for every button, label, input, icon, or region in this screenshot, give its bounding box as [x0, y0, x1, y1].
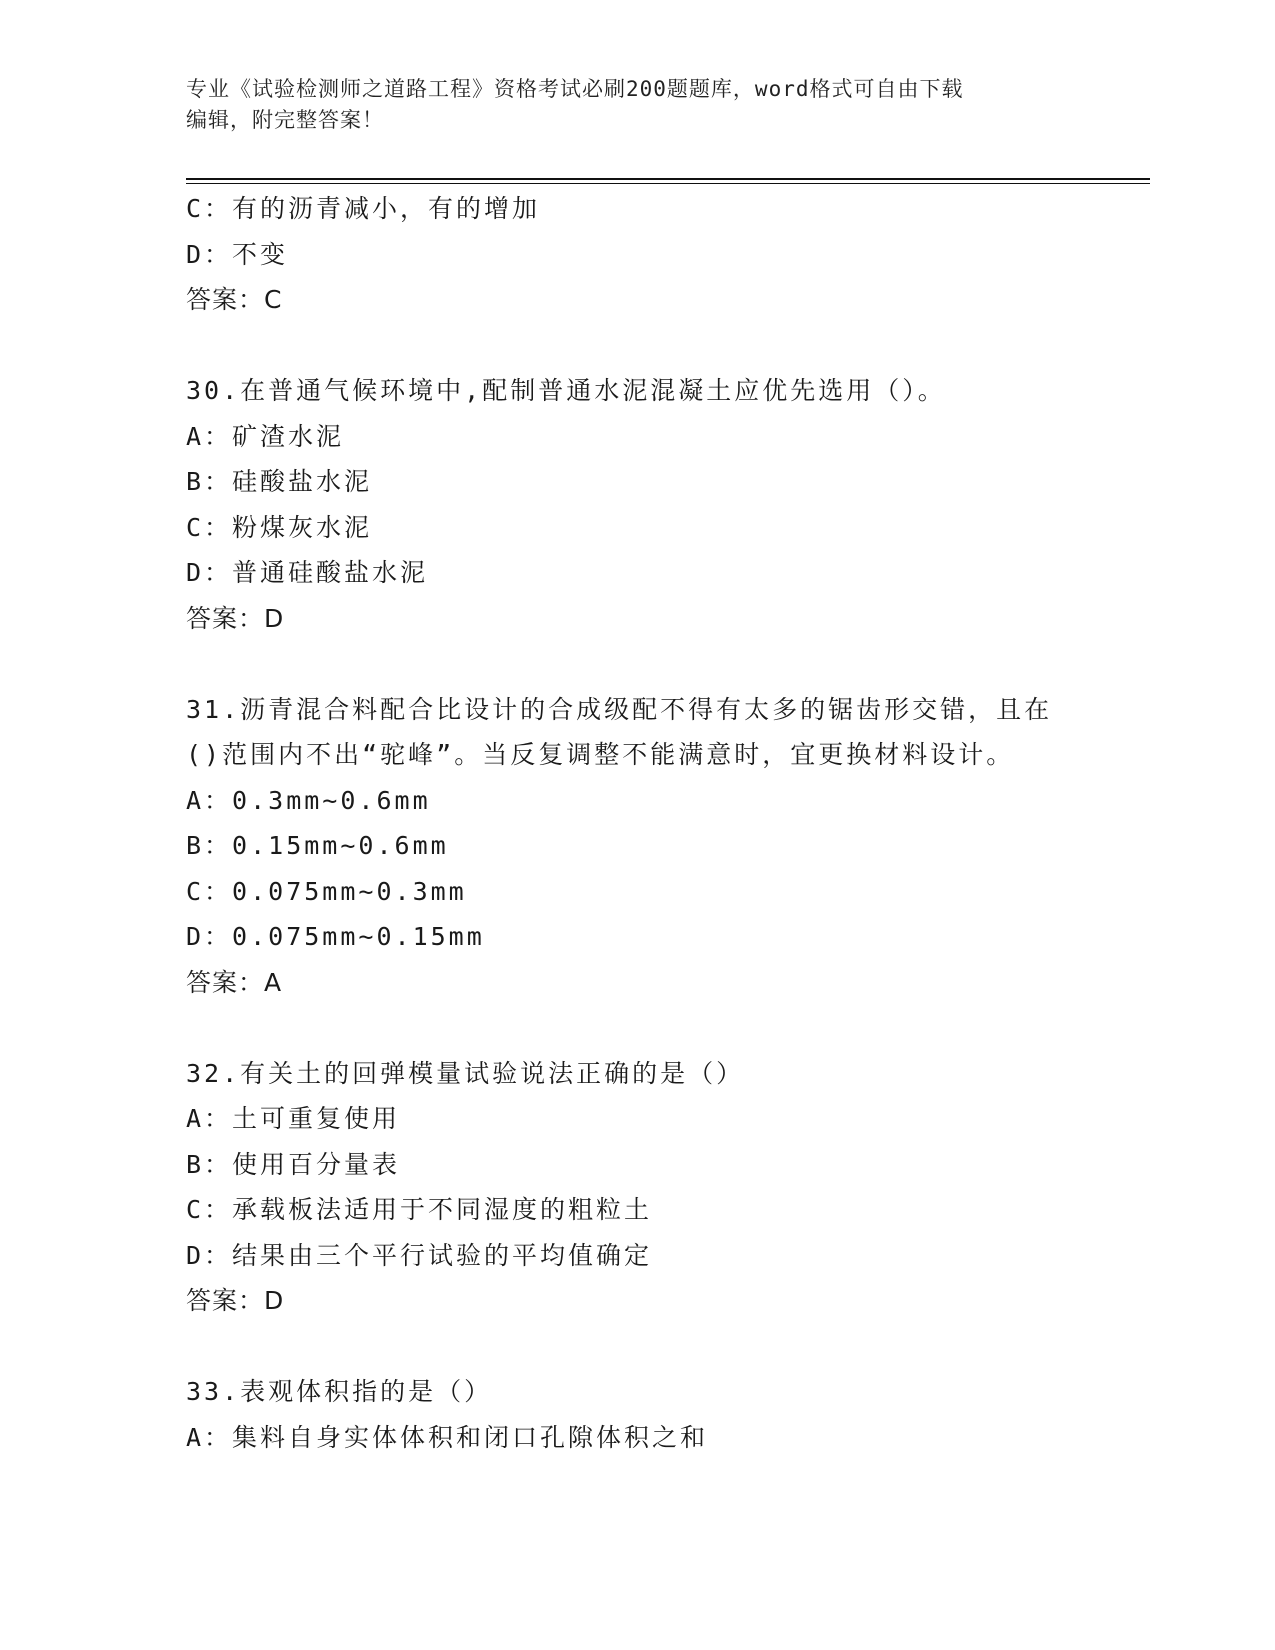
- option-b: B：0.15mm~0.6mm: [186, 831, 449, 860]
- option-c: C：0.075mm~0.3mm: [186, 876, 467, 906]
- header-line-2: 编辑，附完整答案！: [186, 108, 384, 132]
- header-rule-thin: [186, 183, 1150, 184]
- document-header: [186, 74, 1076, 136]
- answer-line: 答案：C: [186, 285, 283, 314]
- answer-line: 答案：D: [186, 603, 285, 633]
- option-d: D：0.075mm~0.15mm: [186, 922, 485, 951]
- option-c: C：有的沥青减小，有的增加: [186, 194, 541, 223]
- question-text: 30.在普通气候环境中,配制普通水泥混凝土应优先选用（）。: [186, 376, 946, 405]
- document-body: [186, 186, 1086, 1460]
- option-a: A：土可重复使用: [186, 1104, 401, 1133]
- option-c: C：粉煤灰水泥: [186, 512, 373, 542]
- question-block-32: [186, 1051, 1086, 1324]
- option-b: B：使用百分量表: [186, 1149, 401, 1179]
- option-d: D：结果由三个平行试验的平均值确定: [186, 1240, 653, 1270]
- question-text: 31.沥青混合料配合比设计的合成级配不得有太多的锯齿形交错，且在: [186, 694, 1053, 724]
- option-d: D：不变: [186, 239, 289, 269]
- question-block-31: [186, 687, 1086, 1006]
- question-block-30: [186, 368, 1086, 641]
- option-c: C：承载板法适用于不同湿度的粗粒土: [186, 1195, 653, 1224]
- option-a: A：0.3mm~0.6mm: [186, 785, 431, 815]
- question-text: 32.有关土的回弹模量试验说法正确的是（）: [186, 1058, 745, 1088]
- question-text: 33.表观体积指的是（）: [186, 1377, 493, 1406]
- header-rule-thick: [186, 178, 1150, 180]
- header-line-1: 专业《试验检测师之道路工程》资格考试必刷200题题库，word格式可自由下载: [186, 77, 964, 101]
- question-text-continued: ()范围内不出“驼峰”。当反复调整不能满意时，宜更换材料设计。: [186, 740, 1015, 769]
- question-block-33: [186, 1369, 1086, 1460]
- option-a: A：集料自身实体体积和闭口孔隙体积之和: [186, 1422, 709, 1452]
- answer-line: 答案：A: [186, 967, 283, 997]
- option-d: D：普通硅酸盐水泥: [186, 558, 429, 587]
- answer-line: 答案：D: [186, 1286, 285, 1315]
- question-block-prev: [186, 186, 1086, 323]
- option-b: B：硅酸盐水泥: [186, 467, 373, 496]
- option-a: A：矿渣水泥: [186, 421, 345, 451]
